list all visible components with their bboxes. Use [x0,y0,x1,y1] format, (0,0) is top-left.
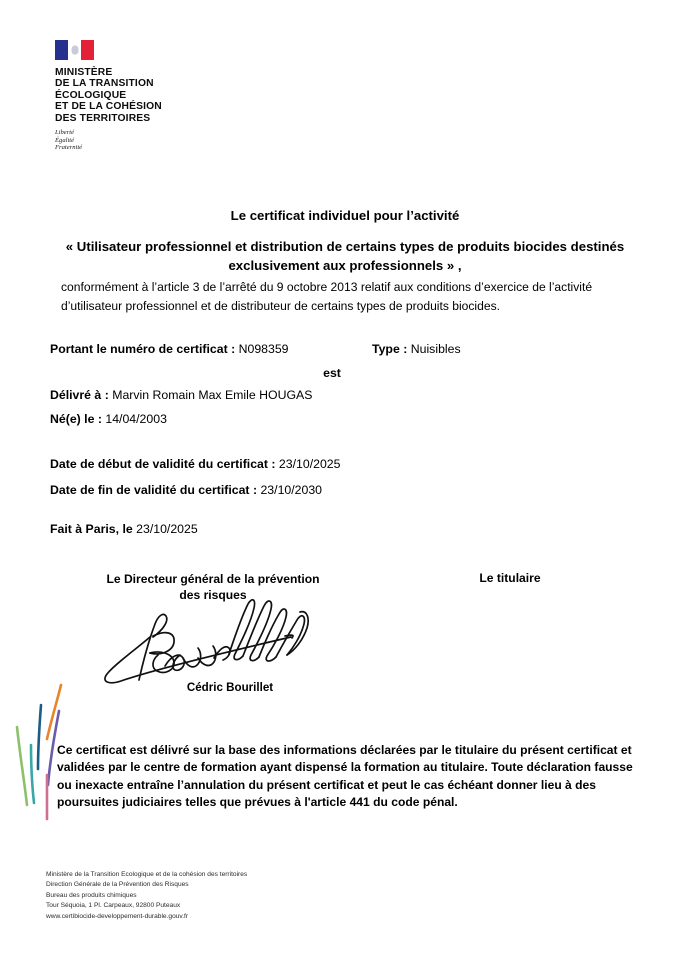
flag-band-red [81,40,94,60]
birthdate-label: Né(e) le : [50,412,102,426]
ministry-name-line-3: ÉCOLOGIQUE [55,89,127,101]
ministry-name-line-5: DES TERRITOIRES [55,112,151,124]
footer-website: www.certibiocide-developpement-durable.gouv.fr [46,912,189,920]
issue-place-label: Fait à Paris, le [50,522,133,536]
ministry-name-line-4: ET DE LA COHÉSION [55,101,162,113]
footer-address [46,870,247,922]
footer-line-1: Ministère de la Transition Ecologique et de la cohésion des territoires [46,871,248,878]
director-heading-line-1: Le Directeur général de la prévention [106,572,320,586]
ministry-name-line-1: MINISTÈRE [55,67,113,78]
certificate-type-label: Type : [372,342,408,356]
certificate-title [45,208,645,275]
validity-end-value: 23/10/2030 [260,483,323,497]
ministry-header [55,40,275,152]
motto-fraternite: Fraternité [55,144,83,152]
certificate-details [50,338,650,432]
issue-place-row [50,522,198,536]
certificate-number-row [50,338,650,360]
holder-value: Marvin Romain Max Emile HOUGAS [112,388,313,402]
title-line-1: Le certificat individuel pour l’activité [230,208,460,223]
holder-label: Délivré à : [50,388,109,402]
republic-motto [55,129,275,152]
holder-row [50,384,650,406]
certificate-number-value: N098359 [238,342,289,356]
footer-line-3: Bureau des produits chimiques [46,891,137,899]
footer-line-2: Direction Générale de la Prévention des Risques [46,881,189,889]
strand-blue [38,705,41,769]
handwritten-signature [95,592,335,692]
ministry-name-line-2: DE LA TRANSITION [55,78,154,90]
certificate-type-value: Nuisibles [410,342,461,356]
certificate-number-label: Portant le numéro de certificat : [50,342,236,356]
validity-start-value: 23/10/2025 [278,457,341,471]
flag-band-blue [55,40,68,60]
director-heading-line-2: des risques [179,588,247,602]
validity-start-label: Date de début de validité du certificat : [50,457,276,471]
validity-block [50,453,650,505]
validity-start-row [50,453,650,475]
est-connector: est [323,366,341,380]
french-flag-icon [55,40,94,60]
ministry-name [55,67,275,124]
issue-place-value: 23/10/2025 [136,522,198,536]
motto-egalite: Égalité [55,136,75,144]
validity-end-row [50,479,650,501]
validity-end-label: Date de fin de validité du certificat : [50,483,258,497]
title-line-2: « Utilisateur professionnel et distribution de certains types de produits biocides destinés exclusivement aux professionnels » , [65,239,625,273]
birthdate-value: 14/04/2003 [105,412,167,426]
warning-paragraph: Ce certificat est délivré sur la base des informations déclarées par le titulaire du présent certificat et validées par le centre de formation ayant dispensé la formation au titulaire. Toute déclaration fausse ou inexacte entraîne l’annulation du présent certificat et peut le cas échéant donner lieu à des poursuites judiciaires telles que prévues à l'article 441 du code pénal. [57,743,633,810]
footer-line-4: Tour Séquoia, 1 Pl. Carpeaux, 92800 Puteaux [46,902,181,910]
legal-reference-paragraph: conformément à l’article 3 de l’arrêté du 9 octobre 2013 relatif aux conditions d’exercice de l’activité d’utilisateur professionnel et de distributeur de certains types de produits biocides. [61,280,593,313]
signer-name: Cédric Bourillet [186,681,274,694]
certificate-type-group [372,338,461,360]
motto-liberte: Liberté [55,129,75,137]
birthdate-row [50,408,650,430]
strand-teal [31,745,34,803]
flag-band-white [68,40,81,60]
holder-heading: Le titulaire [479,571,541,585]
strand-green [17,727,27,805]
